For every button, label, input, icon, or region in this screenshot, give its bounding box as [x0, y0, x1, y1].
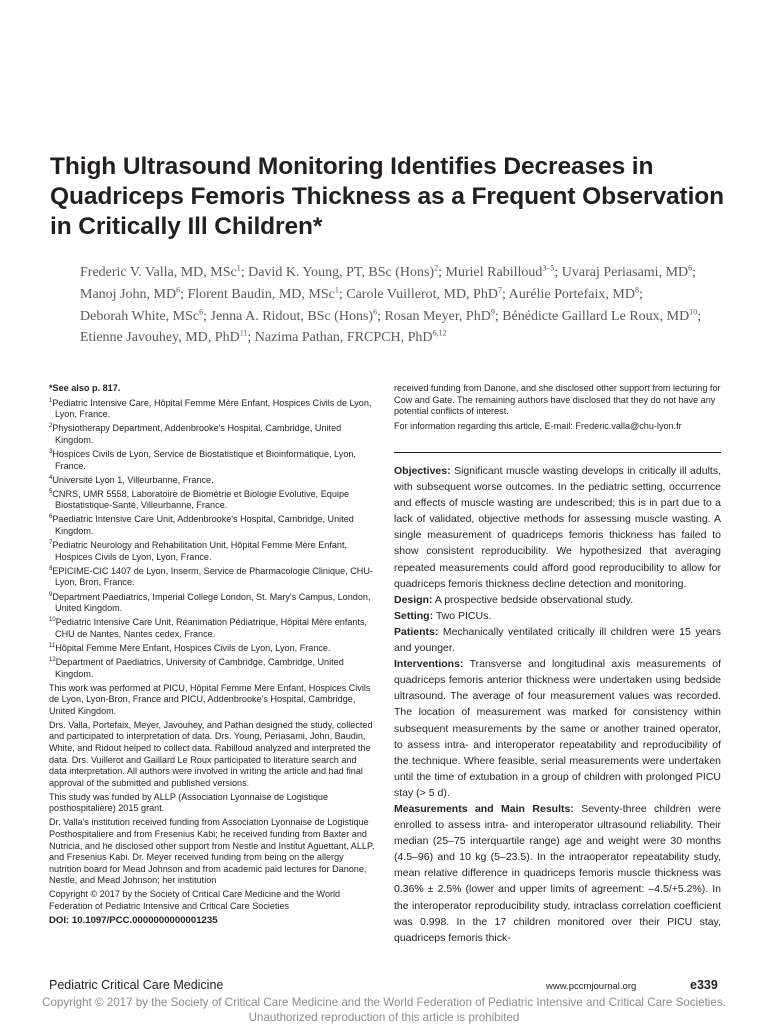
abstract-interventions	[394, 656, 721, 801]
author-note: This study was funded by ALLP (Association Lyonnaise de Logistique posthospitalière) 2015 grant.	[49, 792, 376, 815]
copyright-notice	[0, 996, 768, 1025]
affiliation-number: 2	[49, 423, 52, 429]
author-separator: ;	[692, 265, 696, 280]
affiliation-text: Hospices Civils de Lyon, Service de Biostatistique et Bioinformatique, Lyon, France.	[52, 449, 356, 471]
affiliation-item	[49, 423, 376, 446]
affiliation-text: EPICIME-CIC 1407 de Lyon, Inserm, Service de Pharmacologie Clinique, CHU-Lyon, Bron, France.	[52, 566, 373, 588]
author-name: Carole Vuillerot, MD, PhD	[346, 287, 498, 302]
author-separator: ;	[339, 287, 346, 302]
author-separator: ;	[438, 265, 445, 280]
author-separator: ;	[554, 265, 561, 280]
affiliation-text: Pediatric Intensive Care Unit, Réanimation Pédiatrique, Hôpital Mère enfants, CHU de Nantes, Nantes cedex, France.	[55, 617, 367, 639]
affiliation-text: Université Lyon 1, Villeurbanne, France.	[52, 475, 213, 485]
affiliation-item	[49, 489, 376, 512]
affiliation-number: 11	[49, 643, 55, 649]
front-matter-notes	[49, 383, 376, 936]
author-name: Uvaraj Periasami, MD	[562, 265, 688, 280]
objectives-heading: Objectives:	[394, 465, 451, 477]
author-name: Nazima Pathan, FRCPCH, PhD	[255, 330, 433, 345]
author-affiliation-marker: 2	[434, 263, 438, 272]
affiliation-item	[49, 566, 376, 589]
abstract-design	[394, 592, 721, 608]
affiliation-item	[49, 449, 376, 472]
see-also-note: *See also p. 817.	[49, 383, 376, 395]
author-name: Rosan Meyer, PhD	[384, 309, 490, 324]
affiliation-number: 9	[49, 591, 52, 597]
author-name: Muriel Rabilloud	[446, 265, 543, 280]
author-affiliation-marker: 6,12	[433, 329, 447, 338]
patients-text: Mechanically ventilated critically ill children were 15 years and younger.	[394, 626, 721, 654]
affiliation-number: 6	[49, 514, 52, 520]
affiliation-list	[49, 398, 376, 681]
author-note: This work was performed at PICU, Hôpital Femme Mère Enfant, Hospices Civils de Lyon, Lyon-Bron, France and PICU, Addenbrooke's Hospital, Cambridge, United Kingdom.	[49, 683, 376, 718]
design-text: A prospective bedside observational study.	[435, 594, 633, 606]
affiliation-text: Physiotherapy Department, Addenbrooke's Hospital, Cambridge, United Kingdom.	[52, 423, 341, 445]
abstract-setting	[394, 608, 721, 624]
correspondence-note: For information regarding this article, E-mail: Frederic.valla@chu-lyon.fr	[394, 421, 721, 433]
article-title: Thigh Ultrasound Monitoring Identifies Decreases in Quadriceps Femoris Thickness as a Frequent Observation in Critically Ill Children*	[50, 152, 730, 242]
affiliation-item	[49, 592, 376, 615]
affiliation-text: CNRS, UMR 5558, Laboratoire de Biométrie et Biologie Evolutive, Equipe Biostatistique-Santé, Villeurbanne, France.	[52, 489, 349, 511]
affiliation-number: 12	[49, 657, 56, 663]
affiliation-text: Paediatric Intensive Care Unit, Addenbrooke's Hospital, Cambridge, United Kingdom.	[52, 514, 353, 536]
author-separator: ;	[247, 330, 254, 345]
author-separator: ;	[241, 265, 248, 280]
affiliation-number: 8	[49, 566, 52, 572]
author-affiliation-marker: 3–5	[542, 263, 554, 272]
abstract-objectives	[394, 463, 721, 592]
author-affiliation-marker: 6	[199, 307, 203, 316]
author-affiliation-marker: 1	[335, 285, 339, 294]
reproduction-notice: Unauthorized reproduction of this article is prohibited	[0, 1011, 768, 1025]
author-separator: ;	[639, 287, 643, 302]
author-separator: ;	[377, 309, 384, 324]
affiliation-text: Pediatric Intensive Care, Hôpital Femme Mère Enfant, Hospices Civils de Lyon, Lyon, France.	[52, 398, 371, 420]
abstract-results	[394, 801, 721, 946]
abstract	[394, 463, 721, 946]
interventions-text: Transverse and longitudinal axis measurements of quadriceps femoris anterior thickness were undertaken using bedside ultrasound. The average of four measurement values was recorded. The location of measurement was marked for consistency within subsequent measurements by the same or another trained operator, to assess intra- and interoperator repeatability and reproducibility of the technique. Where feasible, serial measurements were undertaken until the time of extubation in a group of children with prolonged PICU stay (> 5 d).	[394, 658, 721, 799]
affiliation-item	[49, 514, 376, 537]
affiliation-number: 5	[49, 489, 52, 495]
author-affiliation-marker: 6	[688, 263, 692, 272]
author-name: Frederic V. Valla, MD, MSc	[80, 265, 237, 280]
author-affiliation-marker: 6	[373, 307, 377, 316]
affiliation-number: 10	[49, 617, 56, 623]
author-separator: ;	[203, 309, 210, 324]
author-name: Etienne Javouhey, MD, PhD	[80, 330, 240, 345]
affiliation-item	[49, 657, 376, 680]
affiliation-number: 3	[49, 449, 52, 455]
affiliation-item	[49, 540, 376, 563]
setting-text: Two PICUs.	[436, 610, 491, 622]
author-note: Copyright © 2017 by the Society of Critical Care Medicine and the World Federation of Pediatric Intensive and Critical Care Societies	[49, 889, 376, 912]
author-name: Florent Baudin, MD, MSc	[187, 287, 334, 302]
author-separator: ;	[495, 309, 502, 324]
affiliation-text: Department Paediatrics, Imperial College London, St. Mary's Campus, London, United Kingdom.	[52, 592, 370, 614]
interventions-heading: Interventions:	[394, 658, 463, 670]
affiliation-number: 7	[49, 540, 52, 546]
author-note: Dr. Valla's institution received funding from Association Lyonnaise de Logistique Posthospitaliere and from Fresenius Kabi; he received funding from Baxter and Nutricia, and he disclosed other support from Nestle and Institut Aguettant, ALLP, and Fresenius Kabi. Dr. Meyer received funding from being on the allergy nutrition board for Mead Johnson and from academic paid lectures for Danone, Nestle, and Mead Johnson; her institution	[49, 817, 376, 887]
abstract-divider	[394, 452, 721, 453]
affiliation-item	[49, 617, 376, 640]
results-text: Seventy-three children were enrolled to assess intra- and interoperator ultrasound reliability. Their median (25–75 interquartile range) age and weight were 30 months (4.5–96) and 10 kg (5–23.5). In the intraoperator repeatability study, mean relative difference in quadriceps femoris muscle thickness was 0.36% ± 2.5% (lower and upper limits of agreement: –4.5/+5.2%). In the interoperator reproducibility study, intraclass correlation coefficient was 0.998. In the 17 children monitored over their PICU stay, quadriceps femoris thick-	[394, 803, 721, 944]
affiliation-item	[49, 475, 376, 487]
author-notes	[49, 683, 376, 913]
author-list	[80, 262, 730, 349]
author-name: Bénédicte Gaillard Le Roux, MD	[502, 309, 689, 324]
setting-heading: Setting:	[394, 610, 433, 622]
author-affiliation-marker: 7	[498, 285, 502, 294]
funding-continued-note: received funding from Danone, and she disclosed other support from lecturing for Cow and Gate. The remaining authors have disclosed that they do not have any potential conflicts of interest.	[394, 383, 721, 418]
right-notes	[394, 383, 721, 435]
journal-url[interactable]: www.pccmjournal.org	[546, 981, 636, 992]
author-name: Jenna A. Ridout, BSc (Hons)	[211, 309, 374, 324]
author-separator: ;	[180, 287, 187, 302]
author-affiliation-marker: 1	[237, 263, 241, 272]
objectives-text: Significant muscle wasting develops in critically ill adults, with subsequent worse outcomes. In the pediatric setting, occurrence and effects of muscle wasting are undescribed; this is in part due to a lack of validated, objective methods for assessing muscle wasting. A single measurement of quadriceps femoris thickness has failed to show consistent reproducibility. We hypothesized that averaging repeated measurements could afford good reproducibility to allow for quadriceps femoris thickness decline detection and monitoring.	[394, 465, 721, 590]
affiliation-item	[49, 398, 376, 421]
author-affiliation-marker: 9	[491, 307, 495, 316]
author-separator: ;	[697, 309, 701, 324]
abstract-patients	[394, 624, 721, 656]
affiliation-number: 4	[49, 475, 52, 481]
design-heading: Design:	[394, 594, 433, 606]
author-separator: ;	[502, 287, 509, 302]
author-note: Drs. Valla, Portefaix, Meyer, Javouhey, and Pathan designed the study, collected and participated to interpretation of data. Drs. Young, Periasami, John, Baudin, White, and Ridout helped to collect data. Rabilloud analyzed and interpreted the data. Drs. Vuillerot and Gaillard Le Roux participated to literature search and data interpretation. All authors were involved in writing the article and had final approval of the submitted and published versions.	[49, 720, 376, 790]
affiliation-item	[49, 643, 376, 655]
author-affiliation-marker: 6	[176, 285, 180, 294]
author-affiliation-marker: 8	[635, 285, 639, 294]
doi: DOI: 10.1097/PCC.0000000000001235	[49, 915, 376, 927]
author-name: Aurélie Portefaix, MD	[509, 287, 635, 302]
affiliation-text: Department of Paediatrics, University of Cambridge, Cambridge, United Kingdom.	[55, 657, 344, 679]
author-name: David K. Young, PT, BSc (Hons)	[248, 265, 434, 280]
affiliation-text: Pediatric Neurology and Rehabilitation Unit, Hôpital Femme Mère Enfant, Hospices Civils de Lyon, Lyon, France.	[52, 540, 347, 562]
copyright-line: Copyright © 2017 by the Society of Critical Care Medicine and the World Federation of Pediatric Intensive and Critical Care Societies.	[0, 996, 768, 1011]
results-heading: Measurements and Main Results:	[394, 803, 574, 815]
patients-heading: Patients:	[394, 626, 438, 638]
affiliation-text: Hôpital Femme Mère Enfant, Hospices Civils de Lyon, Lyon, France.	[55, 643, 330, 653]
author-name: Manoj John, MD	[80, 287, 176, 302]
author-affiliation-marker: 11	[240, 329, 248, 338]
author-affiliation-marker: 10	[689, 307, 697, 316]
journal-name: Pediatric Critical Care Medicine	[49, 978, 223, 992]
author-name: Deborah White, MSc	[80, 309, 199, 324]
affiliation-number: 1	[49, 398, 52, 404]
page-number: e339	[690, 978, 718, 992]
